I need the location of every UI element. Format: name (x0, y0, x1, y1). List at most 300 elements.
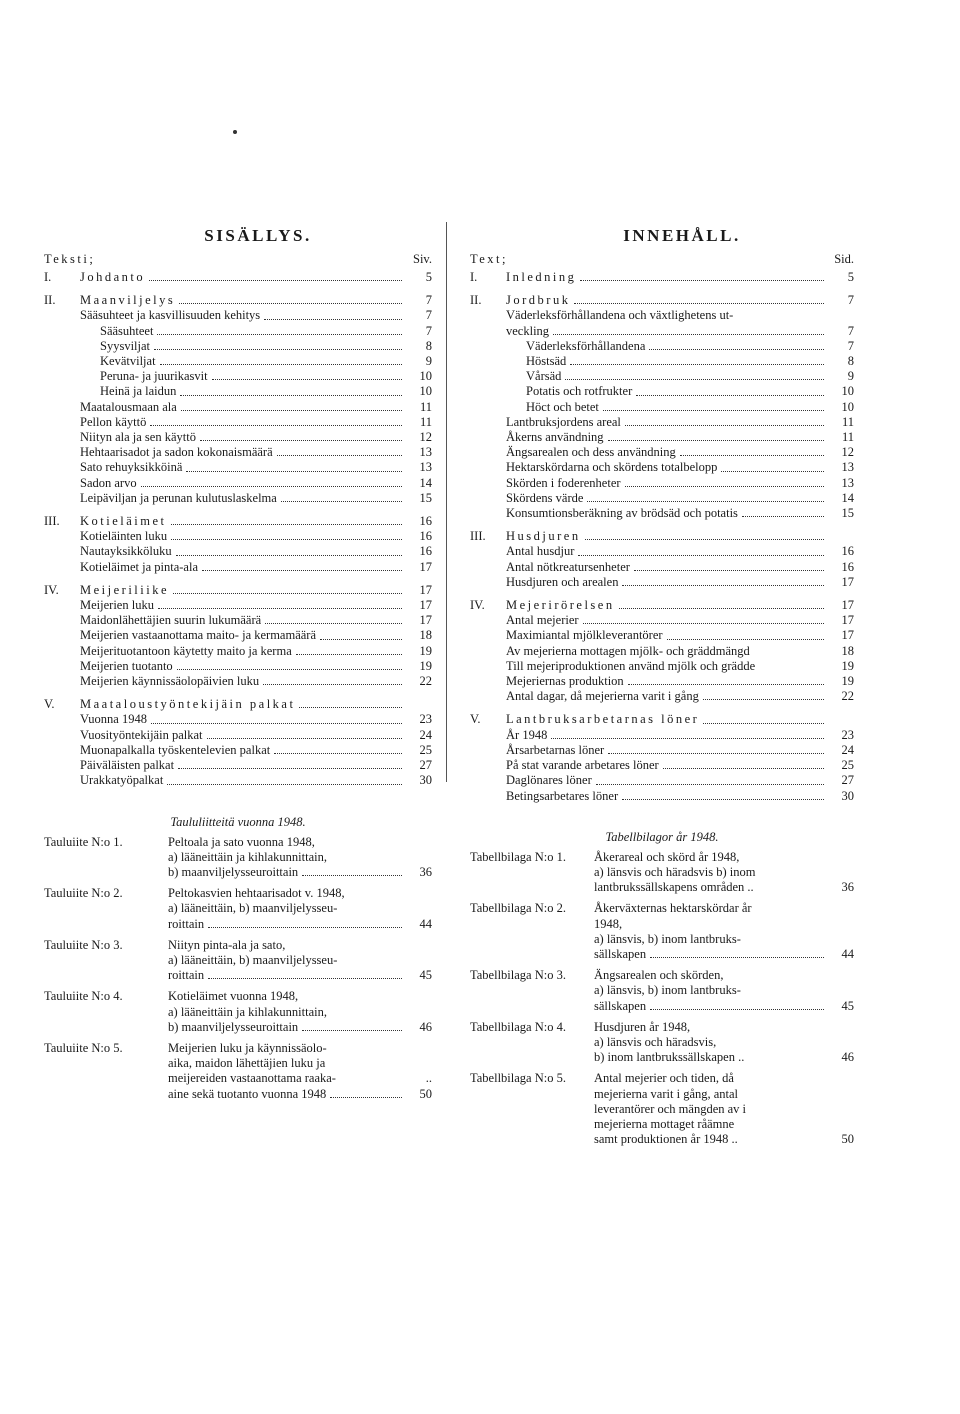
toc-section (470, 270, 854, 285)
entry-page-number: 19 (419, 643, 432, 658)
entry-page-number: 11 (841, 414, 854, 429)
table-line (168, 1005, 432, 1020)
toc-entry (470, 560, 854, 575)
table-line-text: a) länsvis och häradsvis b) inom (594, 864, 756, 879)
table-description (168, 1041, 432, 1102)
table-appendix-entry (470, 901, 854, 962)
table-line-text: sällskapen (594, 998, 647, 1013)
section-title: Maataloustyöntekijäin palkat (80, 697, 296, 712)
entry-page-number: 18 (419, 628, 432, 643)
toc-section (44, 293, 432, 506)
leader-dots (742, 516, 824, 517)
toc-entry (470, 689, 854, 704)
leader-dots (703, 699, 824, 700)
table-line (594, 1035, 854, 1050)
table-line-text: b) maanviljelysseuroittain (168, 1019, 299, 1034)
toc-entry (44, 758, 432, 773)
section-title: Kotieläimet (80, 514, 167, 529)
entry-title: Urakkatyöpalkat (80, 773, 164, 788)
toc-section-heading (44, 270, 432, 285)
table-line-text: aika, maidon lähettäjien luku ja (168, 1056, 326, 1071)
table-page-number: 46 (419, 1019, 432, 1034)
table-line (168, 865, 432, 880)
entry-page-number: 17 (419, 598, 432, 613)
toc-section (44, 697, 432, 788)
table-line (594, 1050, 854, 1065)
toc-section (470, 712, 854, 803)
section-number: II. (470, 293, 482, 308)
entry-page-number: 19 (841, 674, 854, 689)
table-page-number: 46 (841, 1050, 854, 1065)
leader-dots (649, 349, 824, 350)
contents-heading: SISÄLLYS. (204, 226, 312, 245)
toc-section-heading (44, 293, 432, 308)
contents-heading: INNEHÅLL. (623, 226, 741, 245)
leader-dots (608, 440, 824, 441)
leader-dots (178, 768, 402, 769)
entry-page-number: 16 (841, 544, 854, 559)
table-line (594, 968, 854, 983)
leader-dots (650, 1009, 824, 1010)
entry-title: Muonapalkalla työskentelevien palkat (80, 742, 271, 757)
table-page-number: 36 (419, 864, 432, 879)
leader-dots (667, 639, 824, 640)
entry-title: Av mejerierna mottagen mjölk- och gräddmängd (506, 643, 750, 658)
table-line (168, 886, 432, 901)
tables-title: Taululiitteitä vuonna 1948. (170, 814, 306, 829)
table-appendix-entry (44, 989, 432, 1035)
entry-title: Årsarbetarnas löner (506, 742, 605, 757)
swedish-contents-column (470, 228, 854, 1153)
entry-page-number: 7 (425, 308, 432, 323)
table-line-text: Åkerareal och skörd år 1948, (594, 849, 740, 864)
table-line (168, 953, 432, 968)
leader-dots (176, 555, 402, 556)
toc-entry (470, 758, 854, 773)
toc-entry (44, 544, 432, 559)
table-line (168, 1087, 432, 1102)
table-appendix-entry (470, 1071, 854, 1147)
table-label: Tabellbilaga N:o 4. (470, 1019, 566, 1034)
entry-page-number: 25 (419, 742, 432, 757)
table-line-text: Kotieläimet vuonna 1948, (168, 989, 299, 1004)
table-description (594, 1020, 854, 1066)
table-line-text: Peltokasvien hehtaarisadot v. 1948, (168, 886, 345, 901)
toc-entry (44, 384, 432, 399)
entry-title: Kevätviljat (100, 354, 156, 369)
section-number: II. (44, 293, 56, 308)
leader-dots (274, 753, 402, 754)
toc-entry (44, 400, 432, 415)
toc-entry (470, 460, 854, 475)
table-page-number: 50 (419, 1086, 432, 1101)
entry-page-number: 23 (419, 712, 432, 727)
section-number: IV. (470, 598, 485, 613)
section-number: III. (470, 529, 486, 544)
table-line-text: roittain (168, 968, 205, 983)
table-line (168, 1020, 432, 1035)
toc-entry (470, 354, 854, 369)
entry-title: Maximiantal mjölkleverantörer (506, 628, 663, 643)
entry-page-number: 17 (419, 613, 432, 628)
toc-section (470, 598, 854, 704)
entry-title: Meijerien käynnissäolopäivien luku (80, 674, 260, 689)
entry-title: År 1948 (506, 727, 548, 742)
leader-dots (157, 334, 402, 335)
table-line (168, 989, 432, 1004)
stray-mark (233, 130, 237, 134)
leader-dots (583, 623, 824, 624)
table-description (168, 886, 432, 932)
section-title: Lantbruksarbetarnas löner (506, 712, 700, 727)
toc-entry (44, 728, 432, 743)
table-line-text: a) länsvis och häradsvis, (594, 1034, 717, 1049)
toc-entry (470, 400, 854, 415)
entry-title: Åkerns användning (506, 430, 604, 445)
leader-dots (330, 1097, 402, 1098)
leader-dots (265, 623, 402, 624)
entry-title: veckling (506, 323, 550, 338)
section-number: V. (44, 697, 55, 712)
toc-entry (470, 789, 854, 804)
page-column-label: Sid. (834, 252, 854, 266)
entry-title: Maidonlähettäjien suurin lukumäärä (80, 613, 262, 628)
entry-title: Hektarskördarna och skördens totalbelopp (506, 460, 718, 475)
column-divider (446, 222, 447, 782)
table-line-text: Åkerväxternas hektarskördar år (594, 901, 752, 916)
leader-dots (596, 784, 824, 785)
toc-section-heading (470, 529, 854, 544)
toc-entry (44, 674, 432, 689)
entry-title: Maatalousmaan ala (80, 399, 177, 414)
toc-entry (44, 529, 432, 544)
leader-dots (320, 639, 402, 640)
leader-dots (171, 524, 402, 525)
leader-dots (181, 410, 402, 411)
entry-page-number: 27 (419, 758, 432, 773)
entry-title: Väderleksförhållandena (526, 338, 646, 353)
leader-dots (580, 280, 824, 281)
entry-page-number: 9 (847, 369, 854, 384)
entry-title: Meijerien tuotanto (80, 658, 173, 673)
leader-dots (281, 501, 402, 502)
toc-entry (44, 445, 432, 460)
toc-section (470, 293, 854, 521)
leader-dots (167, 784, 402, 785)
entry-page-number: 10 (841, 384, 854, 399)
toc-entry (44, 354, 432, 369)
table-line (594, 1102, 854, 1117)
leader-dots (650, 957, 824, 958)
entry-page-number: 12 (419, 430, 432, 445)
entry-page-number: 13 (841, 475, 854, 490)
table-description (168, 938, 432, 984)
entry-title: Vårsäd (526, 369, 562, 384)
section-title: Meijeriliike (80, 582, 170, 597)
table-line (168, 1056, 432, 1071)
leader-dots (570, 364, 824, 365)
entry-title: Väderleksförhållandena och växtlighetens ut- (506, 308, 734, 323)
toc-entry (44, 415, 432, 430)
leader-dots (680, 455, 824, 456)
text-label: Teksti; (44, 252, 96, 266)
section-page-number: 5 (425, 270, 432, 284)
leader-dots (553, 334, 824, 335)
entry-page-number: 13 (419, 445, 432, 460)
table-appendix-entry (44, 835, 432, 881)
leader-dots (202, 570, 402, 571)
entry-page-number: 10 (841, 399, 854, 414)
table-line (594, 865, 854, 880)
section-title: Maanviljelys (80, 293, 176, 308)
toc-entry (470, 628, 854, 643)
toc-entry (44, 659, 432, 674)
entry-title: Syysviljat (100, 338, 151, 353)
section-title: Inledning (506, 270, 577, 284)
toc-entry (470, 544, 854, 559)
table-description (594, 968, 854, 1014)
entry-title: Peruna- ja juurikasvit (100, 369, 208, 384)
entry-title: Nautayksikköluku (80, 544, 172, 559)
table-page-number: 44 (841, 946, 854, 961)
entry-page-number: 15 (841, 506, 854, 521)
toc-entry (470, 476, 854, 491)
entry-page-number: 15 (419, 490, 432, 505)
toc-entry (44, 613, 432, 628)
table-line (594, 932, 854, 947)
continuation-mark: .. (425, 1071, 432, 1086)
section-title: Jordbruk (506, 293, 571, 308)
leader-dots (663, 768, 824, 769)
toc-entry (44, 712, 432, 727)
entry-page-number: 11 (419, 414, 432, 429)
leader-dots (636, 395, 824, 396)
entry-page-number: 17 (841, 628, 854, 643)
leader-dots (160, 364, 402, 365)
toc-entry (470, 369, 854, 384)
entry-title: På stat varande arbetares löner (506, 758, 659, 773)
table-line-text: Husdjuren år 1948, (594, 1019, 691, 1034)
entry-page-number: 30 (841, 788, 854, 803)
table-label: Tabellbilaga N:o 1. (470, 849, 566, 864)
entry-title: Vuonna 1948 (80, 712, 147, 727)
table-label: Tauluiite N:o 2. (44, 886, 123, 901)
entry-page-number: 16 (419, 544, 432, 559)
table-line (594, 983, 854, 998)
section-title: Mejerirörelsen (506, 598, 615, 613)
page-column-label: Siv. (413, 252, 432, 266)
section-title: Johdanto (80, 270, 146, 284)
section-title: Husdjuren (506, 529, 581, 544)
text-label: Text; (470, 252, 509, 266)
leader-dots (173, 593, 402, 594)
toc-entry (44, 773, 432, 788)
entry-page-number: 24 (841, 742, 854, 757)
toc-entry (470, 384, 854, 399)
table-line-text: a) lääneittäin, b) maanviljelysseu- (168, 952, 338, 967)
table-line-text: b) inom lantbrukssällskapen .. (594, 1050, 745, 1065)
table-line (168, 1071, 432, 1086)
toc-entry (44, 476, 432, 491)
table-line-text: Ängsarealen och skörden, (594, 968, 724, 983)
entry-page-number: 16 (419, 529, 432, 544)
table-label: Tabellbilaga N:o 3. (470, 968, 566, 983)
entry-page-number: 13 (419, 460, 432, 475)
table-line (168, 938, 432, 953)
leader-dots (277, 455, 402, 456)
toc-entry (44, 339, 432, 354)
section-number: I. (44, 270, 52, 284)
leader-dots (179, 303, 402, 304)
table-description (594, 901, 854, 962)
leader-dots (622, 585, 824, 586)
table-line-text: sällskapen (594, 946, 647, 961)
table-label: Tauluiite N:o 5. (44, 1040, 123, 1055)
toc-entry (44, 491, 432, 506)
toc-section-heading (44, 514, 432, 529)
entry-page-number: 25 (841, 758, 854, 773)
leader-dots (207, 738, 403, 739)
leader-dots (578, 555, 824, 556)
leader-dots (208, 927, 402, 928)
toc-section (44, 583, 432, 689)
entry-title: Konsumtionsberäkning av brödsäd och potatis (506, 506, 738, 521)
leader-dots (171, 539, 402, 540)
entry-page-number: 7 (847, 338, 854, 353)
leader-dots (587, 501, 824, 502)
leader-dots (149, 280, 402, 281)
leader-dots (551, 738, 824, 739)
table-line-text: a) lääneittäin ja kihlakunnittain, (168, 1004, 327, 1019)
toc-entry (470, 430, 854, 445)
section-page-number: 17 (841, 598, 854, 613)
entry-title: Meijerien vastaanottama maito- ja kermamäärä (80, 628, 316, 643)
table-label: Tabellbilaga N:o 5. (470, 1071, 566, 1086)
entry-title: Mejeriernas produktion (506, 674, 624, 689)
table-label: Tauluiite N:o 3. (44, 937, 123, 952)
table-appendix-entry (470, 850, 854, 896)
entry-title: Antal nötkreatursenheter (506, 559, 630, 574)
toc-entry (44, 430, 432, 445)
finnish-contents-column (44, 228, 432, 1108)
toc-entry (44, 628, 432, 643)
table-page-number: 45 (841, 998, 854, 1013)
section-number: I. (470, 270, 478, 284)
table-line (594, 947, 854, 962)
table-appendix-entry (44, 1041, 432, 1102)
table-line (168, 835, 432, 850)
entry-title: Antal husdjur (506, 544, 575, 559)
toc-section (44, 514, 432, 575)
toc-entry (470, 613, 854, 628)
entry-title: Skörden i foderenheter (506, 475, 621, 490)
toc-entry (470, 674, 854, 689)
leader-dots (158, 608, 402, 609)
toc-section-heading (44, 697, 432, 712)
entry-page-number: 12 (841, 445, 854, 460)
table-line-text: a) lääneittäin ja kihlakunnittain, (168, 849, 327, 864)
entry-title: Leipäviljan ja perunan kulutuslaskelma (80, 490, 277, 505)
table-line (168, 901, 432, 916)
table-line (594, 1132, 854, 1147)
entry-page-number: 17 (841, 613, 854, 628)
entry-page-number: 11 (419, 399, 432, 414)
table-line-text: mejerierna varit i gång, antal (594, 1086, 739, 1101)
entry-title: Ängsarealen och dess användning (506, 445, 676, 460)
table-line (168, 850, 432, 865)
leader-dots (619, 608, 824, 609)
table-page-number: 36 (841, 880, 854, 895)
entry-title: Till mejeriproduktionen använd mjölk och grädde (506, 658, 756, 673)
toc-entry (470, 575, 854, 590)
toc-entry (44, 743, 432, 758)
table-line (168, 917, 432, 932)
table-line-text: Antal mejerier och tiden, då (594, 1071, 734, 1086)
entry-page-number: 11 (841, 430, 854, 445)
text-label-row (470, 252, 854, 270)
entry-title: Kotieläinten luku (80, 529, 168, 544)
toc-section-heading (470, 712, 854, 727)
leader-dots (151, 723, 402, 724)
section-number: III. (44, 514, 60, 529)
leader-dots (264, 319, 402, 320)
leader-dots (299, 707, 402, 708)
entry-page-number: 18 (841, 643, 854, 658)
leader-dots (150, 425, 402, 426)
leader-dots (608, 753, 824, 754)
toc-entry (44, 308, 432, 323)
table-line-text: Meijerien luku ja käynnissäolo- (168, 1040, 327, 1055)
toc-entry (44, 324, 432, 339)
leader-dots (574, 303, 824, 304)
table-description (168, 835, 432, 881)
entry-page-number: 17 (841, 574, 854, 589)
text-label-row (44, 252, 432, 270)
toc-entry (44, 644, 432, 659)
leader-dots (296, 654, 402, 655)
leader-dots (622, 799, 824, 800)
table-page-number: 45 (419, 968, 432, 983)
entry-title: Sato rehuyksikköinä (80, 460, 183, 475)
toc-entry (470, 728, 854, 743)
leader-dots (186, 471, 402, 472)
toc-entry (470, 491, 854, 506)
entry-page-number: 27 (841, 773, 854, 788)
leader-dots (625, 486, 824, 487)
table-line (594, 901, 854, 916)
entry-title: Pellon käyttö (80, 414, 147, 429)
leader-dots (180, 395, 402, 396)
table-line (594, 1071, 854, 1086)
table-appendix-entry (44, 938, 432, 984)
entry-title: Husdjuren och arealen (506, 574, 619, 589)
entry-title: Lantbruksjordens areal (506, 414, 621, 429)
table-label: Tauluiite N:o 4. (44, 989, 123, 1004)
entry-page-number: 13 (841, 460, 854, 475)
toc-entry (44, 560, 432, 575)
section-page-number: 16 (419, 514, 432, 529)
table-appendix-entry (44, 886, 432, 932)
table-line-text: lantbrukssällskapens områden .. (594, 880, 754, 895)
toc-section-heading (470, 293, 854, 308)
leader-dots (302, 1030, 402, 1031)
entry-title: Meijerituotantoon käytetty maito ja kerma (80, 643, 292, 658)
entry-page-number: 8 (425, 338, 432, 353)
toc-section (470, 529, 854, 590)
leader-dots (263, 684, 402, 685)
entry-page-number: 19 (841, 658, 854, 673)
leader-dots (703, 723, 824, 724)
